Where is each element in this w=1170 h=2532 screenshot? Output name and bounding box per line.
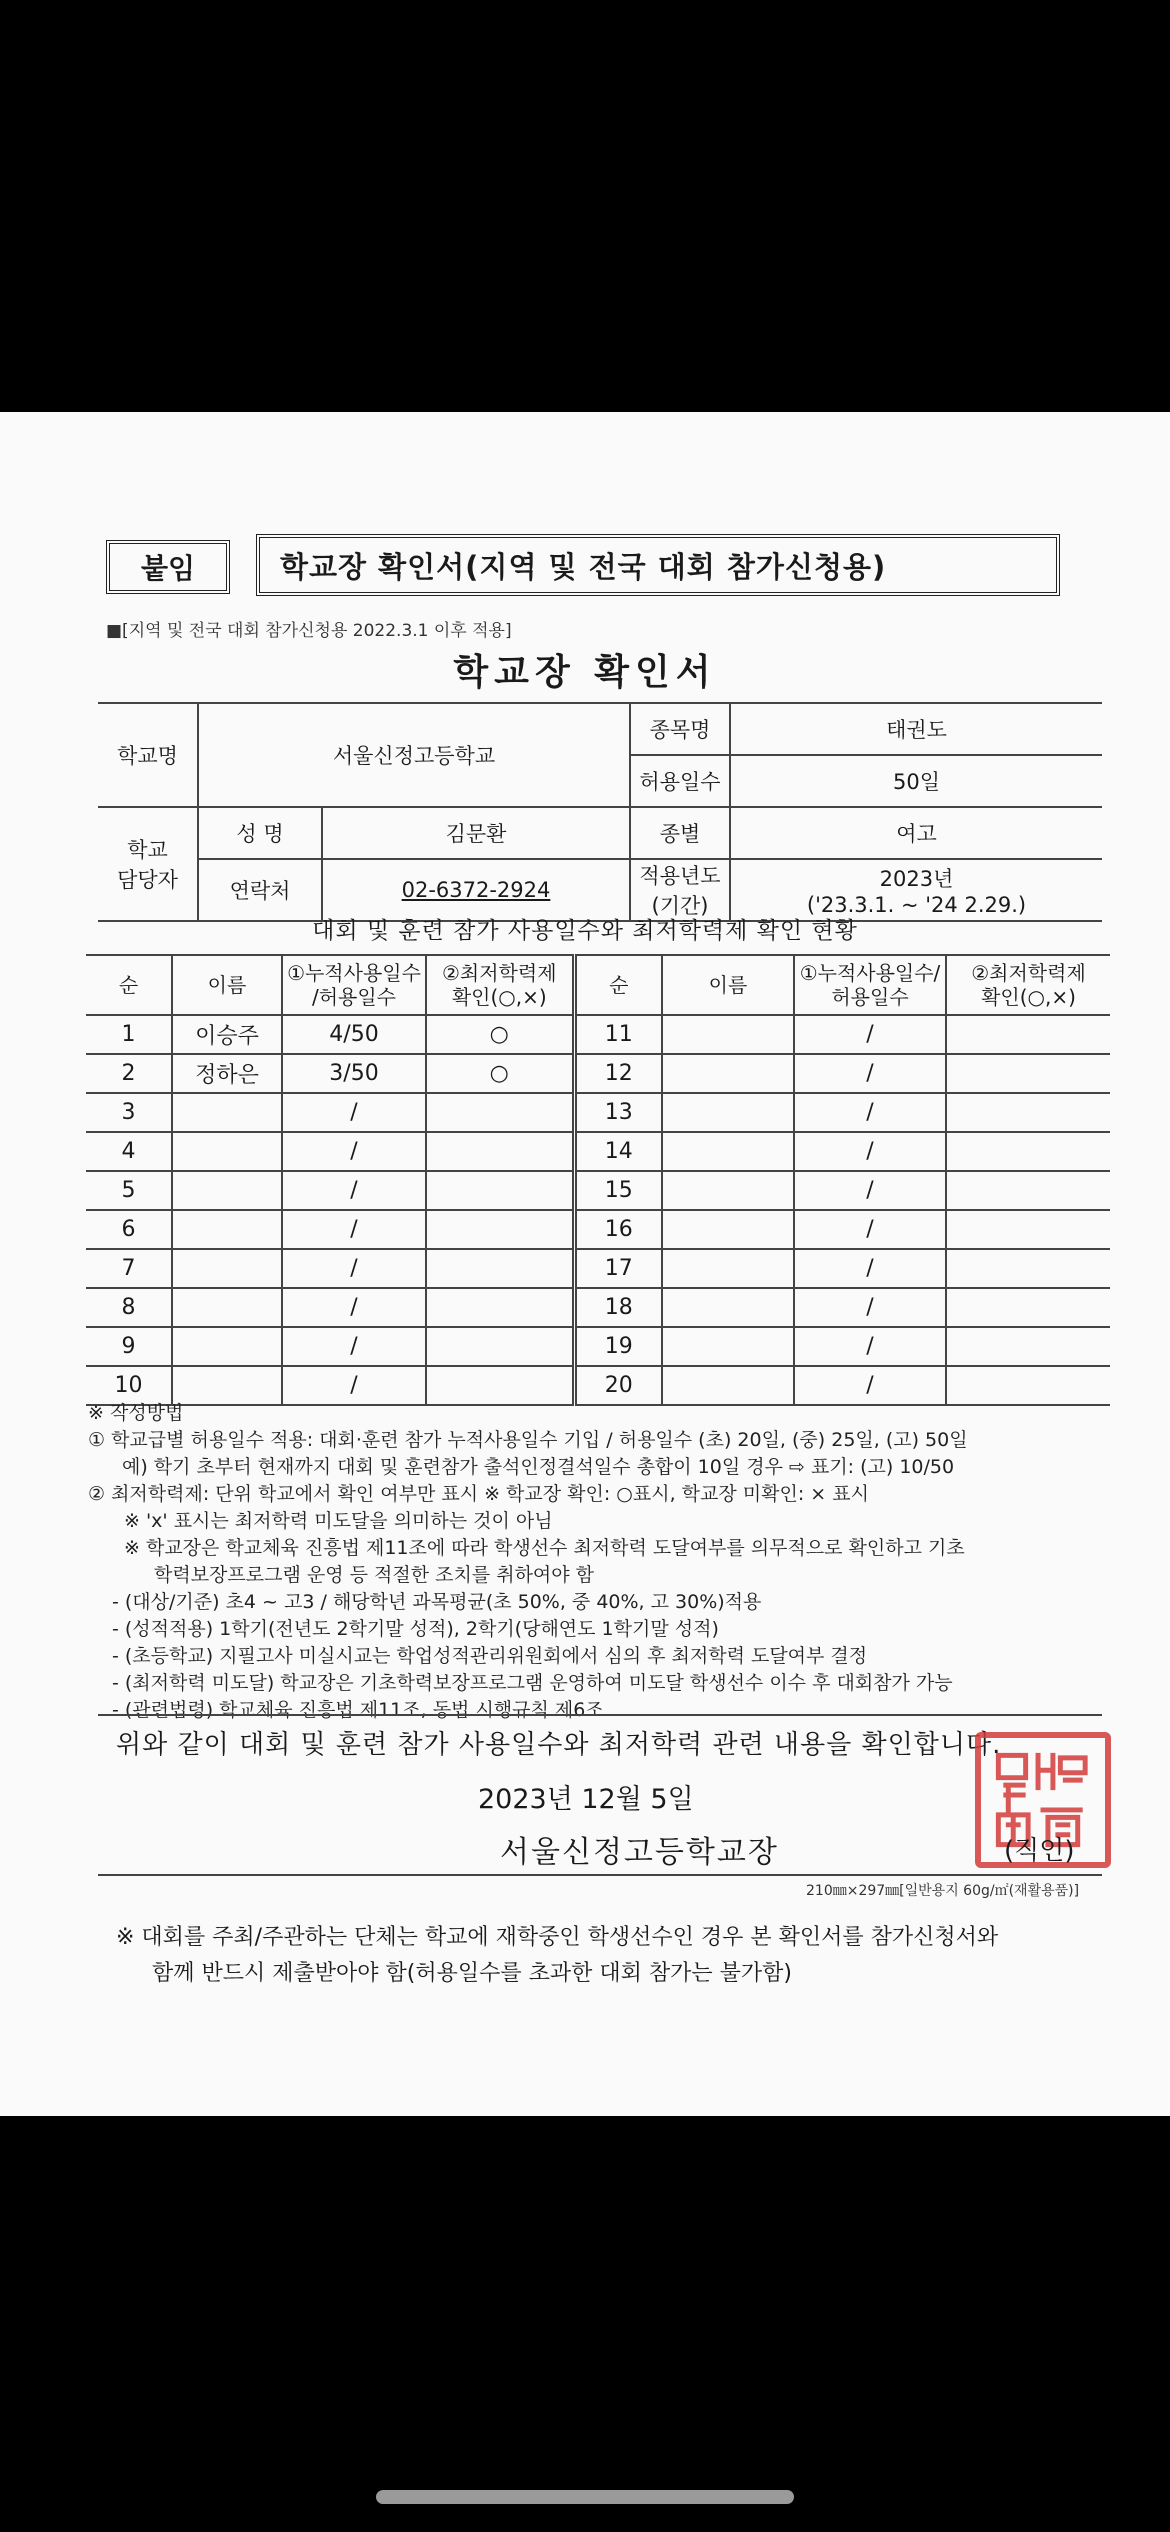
row-name-right [662, 1054, 794, 1093]
row-no-right: 13 [574, 1093, 662, 1132]
seal-label: (직인) [1004, 1836, 1075, 1866]
row-no: 1 [86, 1015, 172, 1054]
col-days-right [794, 955, 946, 1015]
row-days: / [282, 1249, 426, 1288]
table-row [86, 1015, 1110, 1054]
row-days-right: / [794, 1093, 946, 1132]
note-6: - (성적적용) 1학기(전년도 2학기말 성적), 2학기(당해연도 1학기말 성적) [112, 1618, 719, 1640]
row-days-right: / [794, 1366, 946, 1405]
table-row [86, 1210, 1110, 1249]
sport-value: 태권도 [730, 703, 1102, 755]
col-check-right-line1: ②최저학력제 [971, 961, 1086, 985]
notes-heading: ※ 작성방법 [88, 1402, 184, 1424]
submission-note [116, 1920, 1076, 1992]
row-check-right [946, 1288, 1110, 1327]
row-name [172, 1210, 282, 1249]
confirmation-date: 2023년 12월 5일 [478, 1784, 694, 1815]
note-3: ※ 'x' 표시는 최저학력 미도달을 의미하는 것이 아님 [124, 1510, 553, 1532]
home-indicator[interactable] [376, 2490, 794, 2504]
col-no-right: 순 [574, 955, 662, 1015]
row-no: 5 [86, 1171, 172, 1210]
row-name-right [662, 1132, 794, 1171]
note-7: - (초등학교) 지필고사 미실시교는 학업성적관리위원회에서 심의 후 최저학력 도달여부 결정 [112, 1645, 868, 1667]
instructions [88, 1400, 1108, 1724]
row-check [426, 1210, 574, 1249]
col-days-line1: ①누적사용일수 [287, 961, 421, 985]
row-name [172, 1327, 282, 1366]
col-check-line2: 확인(○,×) [451, 985, 547, 1009]
col-days-right-line1: ①누적사용일수/ [799, 961, 941, 985]
row-no: 6 [86, 1210, 172, 1249]
row-check-right [946, 1015, 1110, 1054]
row-no-right: 17 [574, 1249, 662, 1288]
row-name-right [662, 1093, 794, 1132]
note-1a: ① 학교급별 허용일수 적용: 대회·훈련 참가 누적사용일수 기입 / 허용일수 (초) 20일, (중) 25일, (고) 50일 [88, 1429, 968, 1451]
row-check [426, 1171, 574, 1210]
row-days: / [282, 1210, 426, 1249]
row-name [172, 1132, 282, 1171]
col-days [282, 955, 426, 1015]
row-name-right [662, 1327, 794, 1366]
row-check-right [946, 1054, 1110, 1093]
row-no-right: 11 [574, 1015, 662, 1054]
row-no-right: 15 [574, 1171, 662, 1210]
staff-label [98, 807, 198, 921]
row-name [172, 1288, 282, 1327]
staff-label-line1: 학교 [127, 838, 168, 862]
col-check [426, 955, 574, 1015]
row-no: 3 [86, 1093, 172, 1132]
row-no-right: 16 [574, 1210, 662, 1249]
submission-note-line2: 함께 반드시 제출받아야 함(허용일수를 초과한 대회 참가는 불가함) [152, 1961, 792, 1986]
row-check: ○ [426, 1015, 574, 1054]
year-value: 2023년 [879, 867, 954, 891]
row-check [426, 1132, 574, 1171]
row-check [426, 1288, 574, 1327]
row-name [172, 1093, 282, 1132]
school-label: 학교명 [98, 703, 198, 807]
note-9: - (관련법령) 학교체육 진흥법 제11조, 동법 시행규칙 제6조 [112, 1699, 604, 1721]
page-title: 학교장 확인서 [453, 652, 717, 693]
staff-label-line2: 담당자 [117, 868, 178, 892]
col-check-right [946, 955, 1110, 1015]
row-days: / [282, 1093, 426, 1132]
row-days: 3/50 [282, 1054, 426, 1093]
period-label-line2: (기간) [651, 894, 709, 918]
school-name: 서울신정고등학교 [198, 703, 630, 807]
row-check-right [946, 1132, 1110, 1171]
row-name-right [662, 1015, 794, 1054]
divider-bottom [98, 1874, 1102, 1876]
contact-label: 연락처 [198, 859, 322, 921]
row-no: 10 [86, 1366, 172, 1405]
row-days: / [282, 1327, 426, 1366]
divider-top [98, 1714, 1102, 1716]
note-4a: ※ 학교장은 학교체육 진흥법 제11조에 따라 학생선수 최저학력 도달여부를 의무적으로 확인하고 기초 [124, 1537, 965, 1559]
submission-note-line1: ※ 대회를 주최/주관하는 단체는 학교에 재학중인 학생선수인 경우 본 확인서를 참가신청서와 [116, 1925, 999, 1950]
principal-name: 서울신정고등학교장 [500, 1835, 779, 1870]
row-check: ○ [426, 1054, 574, 1093]
row-days: / [282, 1366, 426, 1405]
row-check-right [946, 1210, 1110, 1249]
confirmation-statement: 위와 같이 대회 및 훈련 참가 사용일수와 최저학력 관련 내용을 확인합니다. [116, 1730, 1002, 1760]
row-check [426, 1249, 574, 1288]
row-no-right: 18 [574, 1288, 662, 1327]
table-row [86, 1327, 1110, 1366]
row-name: 정하은 [172, 1054, 282, 1093]
row-no: 7 [86, 1249, 172, 1288]
row-days: / [282, 1132, 426, 1171]
table-row [86, 1249, 1110, 1288]
col-days-right-line2: 허용일수 [831, 985, 909, 1009]
applicability-note: ■[지역 및 전국 대회 참가신청용 2022.3.1 이후 적용] [106, 621, 512, 641]
attachment-label: 붙임 [106, 540, 230, 594]
row-name: 이승주 [172, 1015, 282, 1054]
note-2: ② 최저학력제: 단위 학교에서 확인 여부만 표시 ※ 학교장 확인: ○표시, 학교장 미확인: × 표시 [88, 1483, 869, 1505]
row-name [172, 1171, 282, 1210]
document-header [106, 534, 1060, 596]
school-info-table [98, 702, 1102, 922]
col-check-right-line2: 확인(○,×) [981, 985, 1076, 1009]
col-check-line1: ②최저학력제 [441, 961, 557, 985]
col-no: 순 [86, 955, 172, 1015]
row-days-right: / [794, 1132, 946, 1171]
row-check [426, 1327, 574, 1366]
row-days-right: / [794, 1327, 946, 1366]
row-days-right: / [794, 1171, 946, 1210]
row-name [172, 1249, 282, 1288]
category-value: 여고 [730, 807, 1102, 859]
row-check-right [946, 1171, 1110, 1210]
row-days-right: / [794, 1249, 946, 1288]
row-check [426, 1093, 574, 1132]
row-name-right [662, 1288, 794, 1327]
col-name-right: 이름 [662, 955, 794, 1015]
table-row [86, 1132, 1110, 1171]
sport-label: 종목명 [630, 703, 730, 755]
note-8: - (최저학력 미도달) 학교장은 기초학력보장프로그램 운영하여 미도달 학생선수 이수 후 대회참가 가능 [112, 1672, 953, 1694]
row-no: 2 [86, 1054, 172, 1093]
table-row [86, 1171, 1110, 1210]
allowed-days-value: 50일 [730, 755, 1102, 807]
col-days-line2: /허용일수 [311, 985, 397, 1009]
note-5: - (대상/기준) 초4 ~ 고3 / 해당학년 과목평균(초 50%, 중 40%, 고 30%)적용 [112, 1591, 762, 1613]
row-check-right [946, 1327, 1110, 1366]
row-name-right [662, 1171, 794, 1210]
row-days: / [282, 1171, 426, 1210]
table-row [86, 1054, 1110, 1093]
category-label: 종별 [630, 807, 730, 859]
name-value: 김문환 [322, 807, 630, 859]
table-row [86, 1288, 1110, 1327]
athlete-table [86, 954, 1110, 1406]
row-no: 8 [86, 1288, 172, 1327]
row-name-right [662, 1249, 794, 1288]
table-header-row [86, 955, 1110, 1015]
section-title: 대회 및 훈련 참가 사용일수와 최저학력제 확인 현황 [312, 918, 858, 944]
row-name-right [662, 1210, 794, 1249]
row-no-right: 19 [574, 1327, 662, 1366]
col-name: 이름 [172, 955, 282, 1015]
row-check-right [946, 1249, 1110, 1288]
row-no-right: 20 [574, 1366, 662, 1405]
table-row [86, 1093, 1110, 1132]
contact-number: 02-6372-2924 [401, 878, 551, 902]
header-title: 학교장 확인서(지역 및 전국 대회 참가신청용) [256, 534, 1060, 596]
row-no-right: 14 [574, 1132, 662, 1171]
allowed-days-label: 허용일수 [630, 755, 730, 807]
note-4b: 학력보장프로그램 운영 등 적절한 조치를 취하여야 함 [154, 1564, 595, 1586]
paper-spec: 210㎜×297㎜[일반용지 60g/㎡(재활용품)] [806, 1883, 1080, 1899]
name-label: 성 명 [198, 807, 322, 859]
period-range: ('23.3.1. ~ '24 2.29.) [806, 893, 1027, 917]
note-1b: 예) 학기 초부터 현재까지 대회 및 훈련참가 출석인정결석일수 총합이 10일 경우 ⇨ 표기: (고) 10/50 [122, 1456, 955, 1478]
row-days: / [282, 1288, 426, 1327]
period-label-line1: 적용년도 [639, 864, 721, 888]
row-no-right: 12 [574, 1054, 662, 1093]
row-days: 4/50 [282, 1015, 426, 1054]
row-no: 4 [86, 1132, 172, 1171]
row-days-right: / [794, 1210, 946, 1249]
row-check-right [946, 1093, 1110, 1132]
row-days-right: / [794, 1015, 946, 1054]
row-no: 9 [86, 1327, 172, 1366]
row-days-right: / [794, 1288, 946, 1327]
row-days-right: / [794, 1054, 946, 1093]
document-page [0, 412, 1170, 2116]
